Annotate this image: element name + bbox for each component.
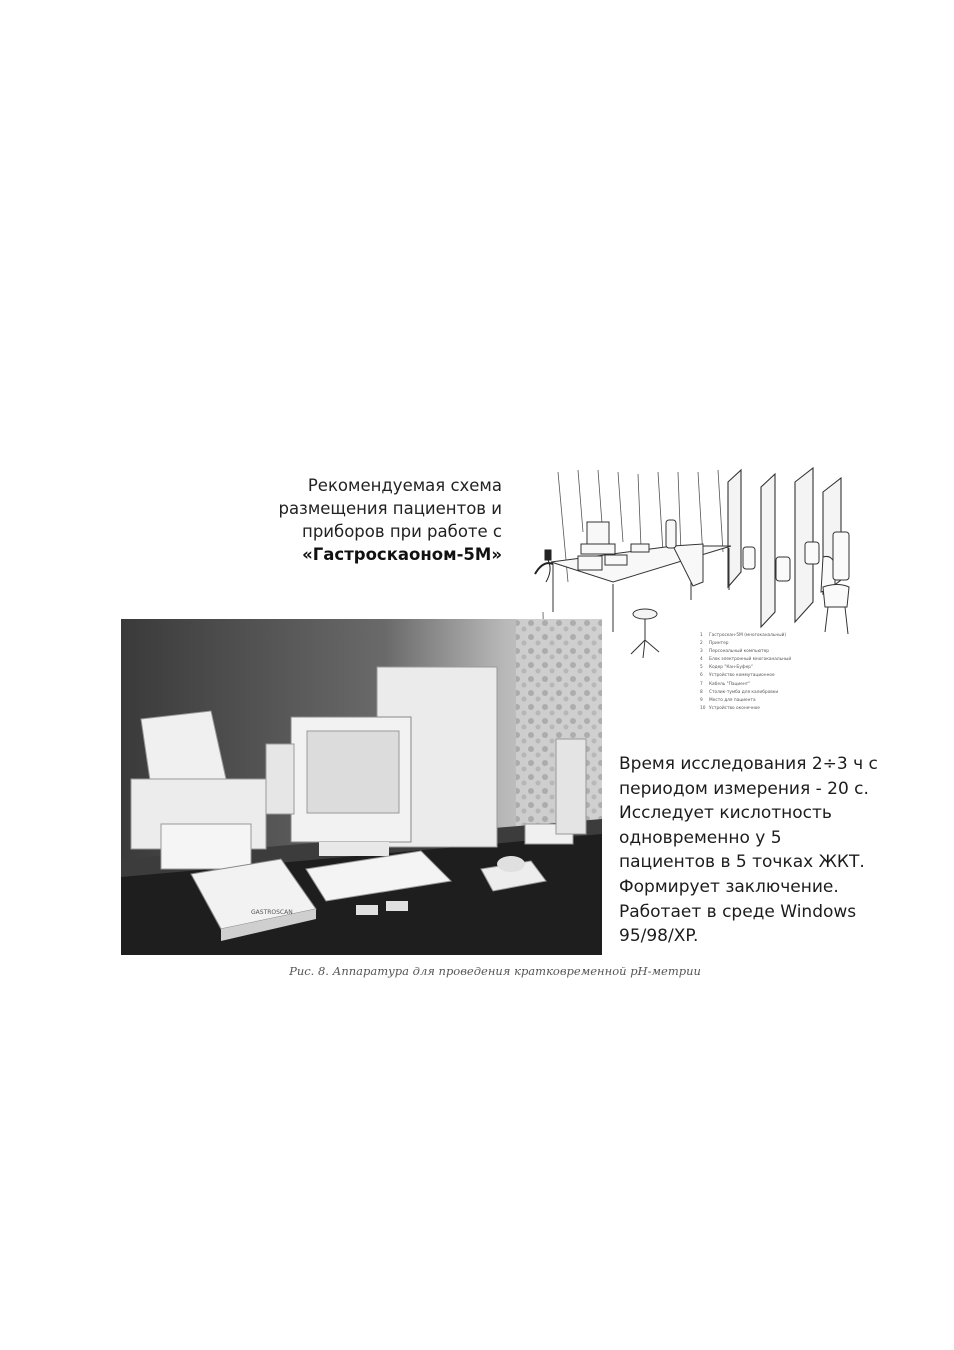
legend-text: Место для пациента [709,697,756,703]
scheme-caption-line: Рекомендуемая схема [307,476,502,495]
device-label: GASTROSCAN [251,909,293,916]
legend-item [700,656,830,664]
product-name: «Гастроскаоном-5М» [302,545,502,564]
legend-item [700,681,830,689]
legend-text: Устройство оконечное [709,705,760,711]
legend-item [700,689,830,697]
legend-number: 5 [700,665,703,671]
scheme-caption [250,474,502,566]
scheme-caption-line: приборов при работе с [302,522,502,541]
description-line: Время исследования 2÷3 ч с [619,754,878,774]
description-line: периодом измерения - 20 с. [619,778,869,799]
legend-item [700,705,830,713]
legend-text: Блок электронный многоканальный [709,657,792,663]
legend-item [700,648,830,656]
legend-text: Устройство коммутационное [709,673,775,679]
legend-text: Принтер [709,641,729,647]
description-line: одновременно у 5 [619,827,782,848]
legend-number: 8 [700,689,703,695]
description-line: Формирует заключение. [619,876,839,897]
legend-text: Персональный компьютер [709,649,769,655]
legend-item [700,632,830,640]
equipment-photo [121,619,602,955]
legend-number: 10 [700,705,706,711]
description-line: 95/98/XP. [619,926,699,947]
legend-text: Кодер "Кан-Буфер" [709,665,753,671]
description-line: пациентов в 5 точках ЖКТ. [619,852,865,873]
description-line: Работает в среде Windows [619,901,857,922]
legend-item [700,664,830,672]
legend-text: Столик-тумба для калибровки [709,689,779,695]
scheme-legend [700,632,830,713]
legend-item [700,640,830,648]
legend-item [700,697,830,705]
legend-number: 3 [700,649,703,655]
scheme-caption-line: размещения пациентов и [278,499,502,518]
legend-number: 7 [700,681,703,687]
description [619,752,899,949]
description-line: Исследует кислотность [619,803,832,824]
figure-caption: Рис. 8. Аппаратура для проведения кратковременной pH-метрии [289,964,701,978]
legend-text: Гастроскан-5М (многоканальный) [709,633,787,638]
legend-text: Кабель "Пациент" [709,681,751,687]
legend-number: 9 [700,697,703,703]
legend-item [700,672,830,680]
legend-number: 6 [700,673,703,679]
legend-number: 2 [700,641,703,647]
legend-number: 4 [700,657,703,663]
legend-number: 1 [700,633,703,638]
equipment-photo-drawing [121,619,602,955]
